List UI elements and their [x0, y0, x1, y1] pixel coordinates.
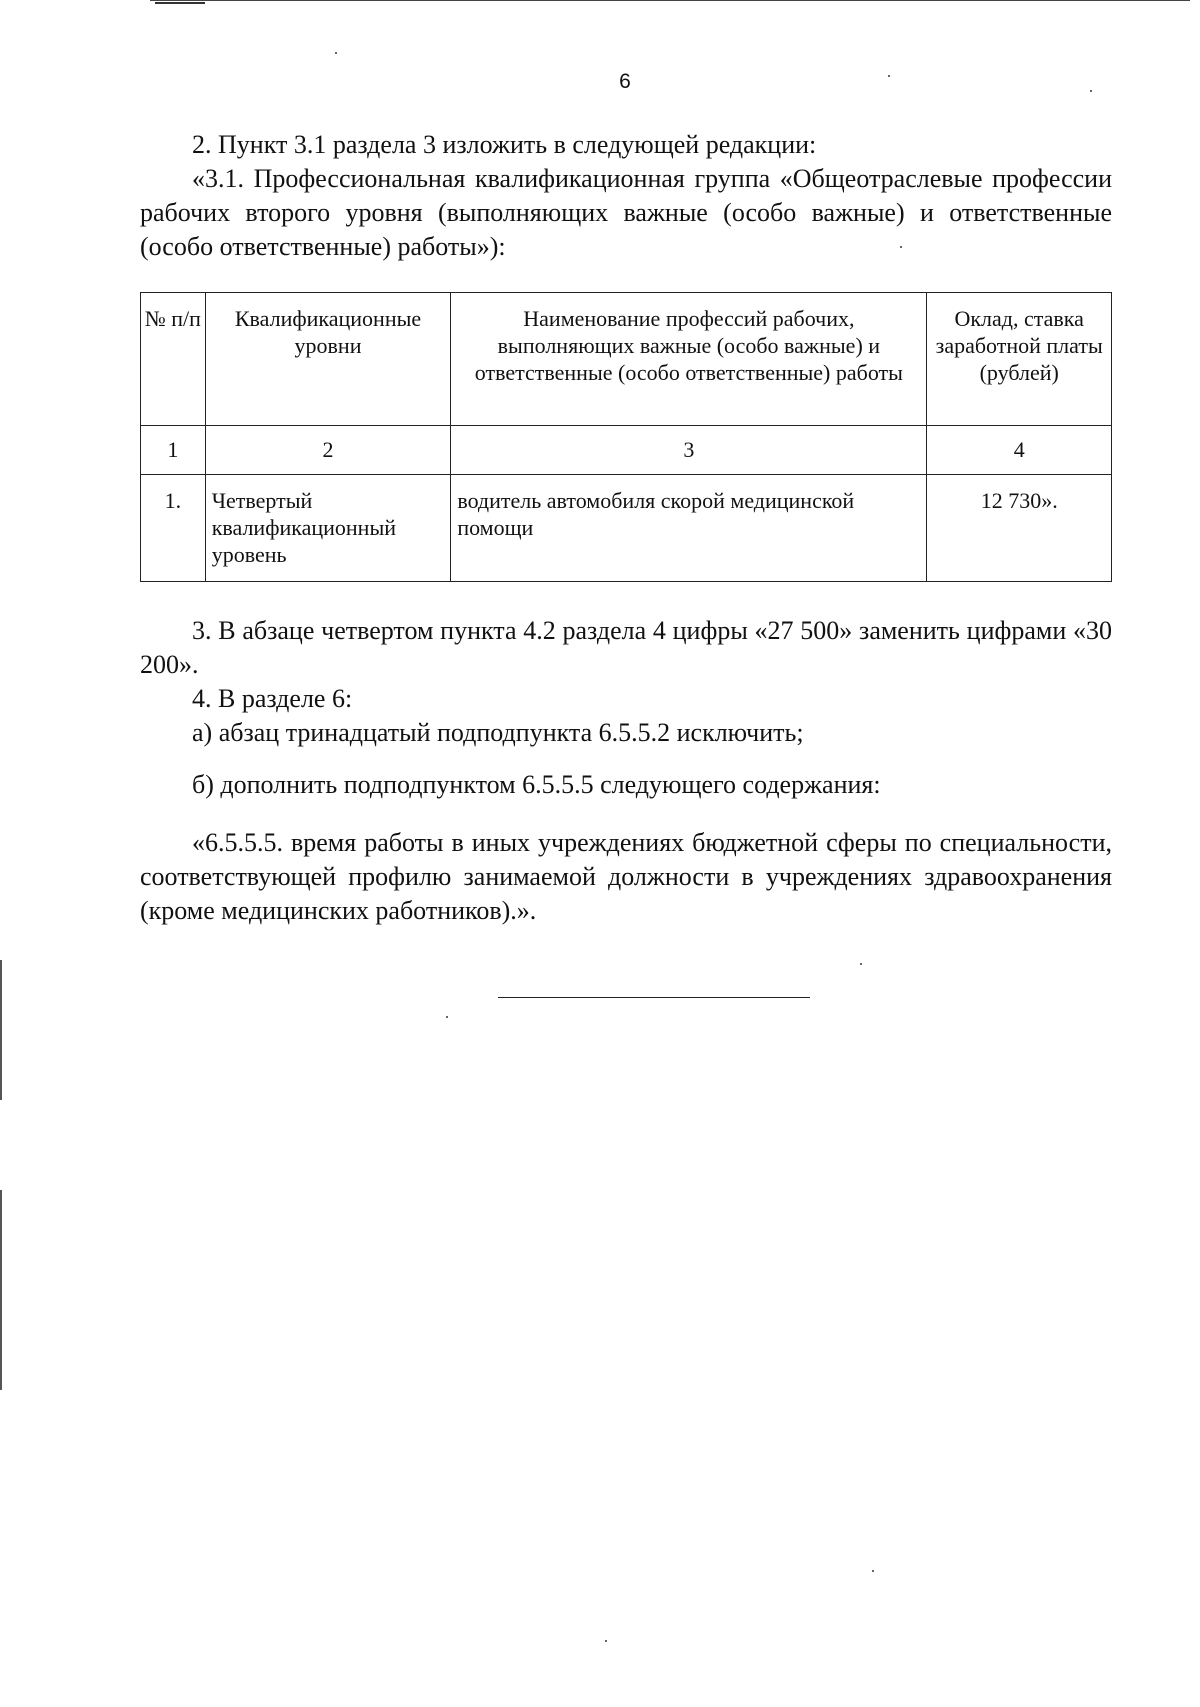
- paragraph-item-4: 4. В разделе 6:: [192, 684, 353, 713]
- scan-left-edge: [0, 1190, 2, 1390]
- paragraph-quoted-3-1: «3.1. Профессиональная квалификационная группа «Общеотраслевые профессии рабочих второго уровня (выполняющих важные (особо важные) и ответственные (особо ответственные) работы»):: [140, 164, 1112, 261]
- page-number: 6: [619, 70, 631, 93]
- qualification-table: [140, 292, 1112, 582]
- scan-speck: [446, 1016, 448, 1018]
- scan-speck: [605, 1640, 607, 1642]
- paragraph-quoted-6-5-5-5: «6.5.5.5. время работы в иных учреждениях бюджетной сферы по специальности, соответствующей профилю занимаемой должности в учреждениях здравоохранения (кроме медицинских работников).».: [140, 828, 1112, 925]
- scan-speck: [888, 75, 890, 77]
- row-salary: 12 730».: [980, 488, 1058, 513]
- scan-speck: [900, 246, 902, 248]
- header-cell-number: № п/п: [141, 293, 206, 426]
- header-cell-professions: Наименование профессий рабочих, выполняющих важные (особо важные) и ответственные (особо ответственные) работы: [451, 293, 927, 426]
- table-header-row: [141, 293, 1112, 426]
- column-number: 4: [1013, 437, 1025, 462]
- paragraph-item-3: 3. В абзаце четвертом пункта 4.2 раздела 4 цифры «27 500» заменить цифрами «30 200».: [140, 616, 1112, 679]
- scan-mark: [155, 2, 205, 4]
- scan-speck: [1090, 90, 1092, 92]
- column-number: 3: [683, 437, 695, 462]
- paragraph-subitem-b: б) дополнить подподпунктом 6.5.5.5 следующего содержания:: [192, 770, 881, 799]
- row-profession: водитель автомобиля скорой медицинской помощи: [457, 488, 855, 540]
- row-level: Четвертый квалификационный уровень: [211, 488, 396, 567]
- paragraph-subitem-a: а) абзац тринадцатый подподпункта 6.5.5.2 исключить;: [192, 718, 804, 747]
- scan-speck: [335, 52, 337, 54]
- header-cell-levels: Квалификационные уровни: [205, 293, 451, 426]
- table-row: [141, 475, 1112, 582]
- scan-speck: [860, 963, 862, 965]
- paragraph-item-2: 2. Пункт 3.1 раздела 3 изложить в следующей редакции:: [192, 130, 817, 159]
- scan-top-edge: [150, 0, 1190, 1]
- scan-speck: [872, 1570, 874, 1572]
- scan-left-edge: [0, 960, 2, 1100]
- table-column-numbers-row: [141, 426, 1112, 475]
- header-cell-salary: Оклад, ставка заработной платы (рублей): [927, 293, 1112, 426]
- column-number: 1: [167, 437, 179, 462]
- closing-rule: [498, 997, 810, 998]
- row-number: 1.: [164, 488, 182, 513]
- column-number: 2: [322, 437, 334, 462]
